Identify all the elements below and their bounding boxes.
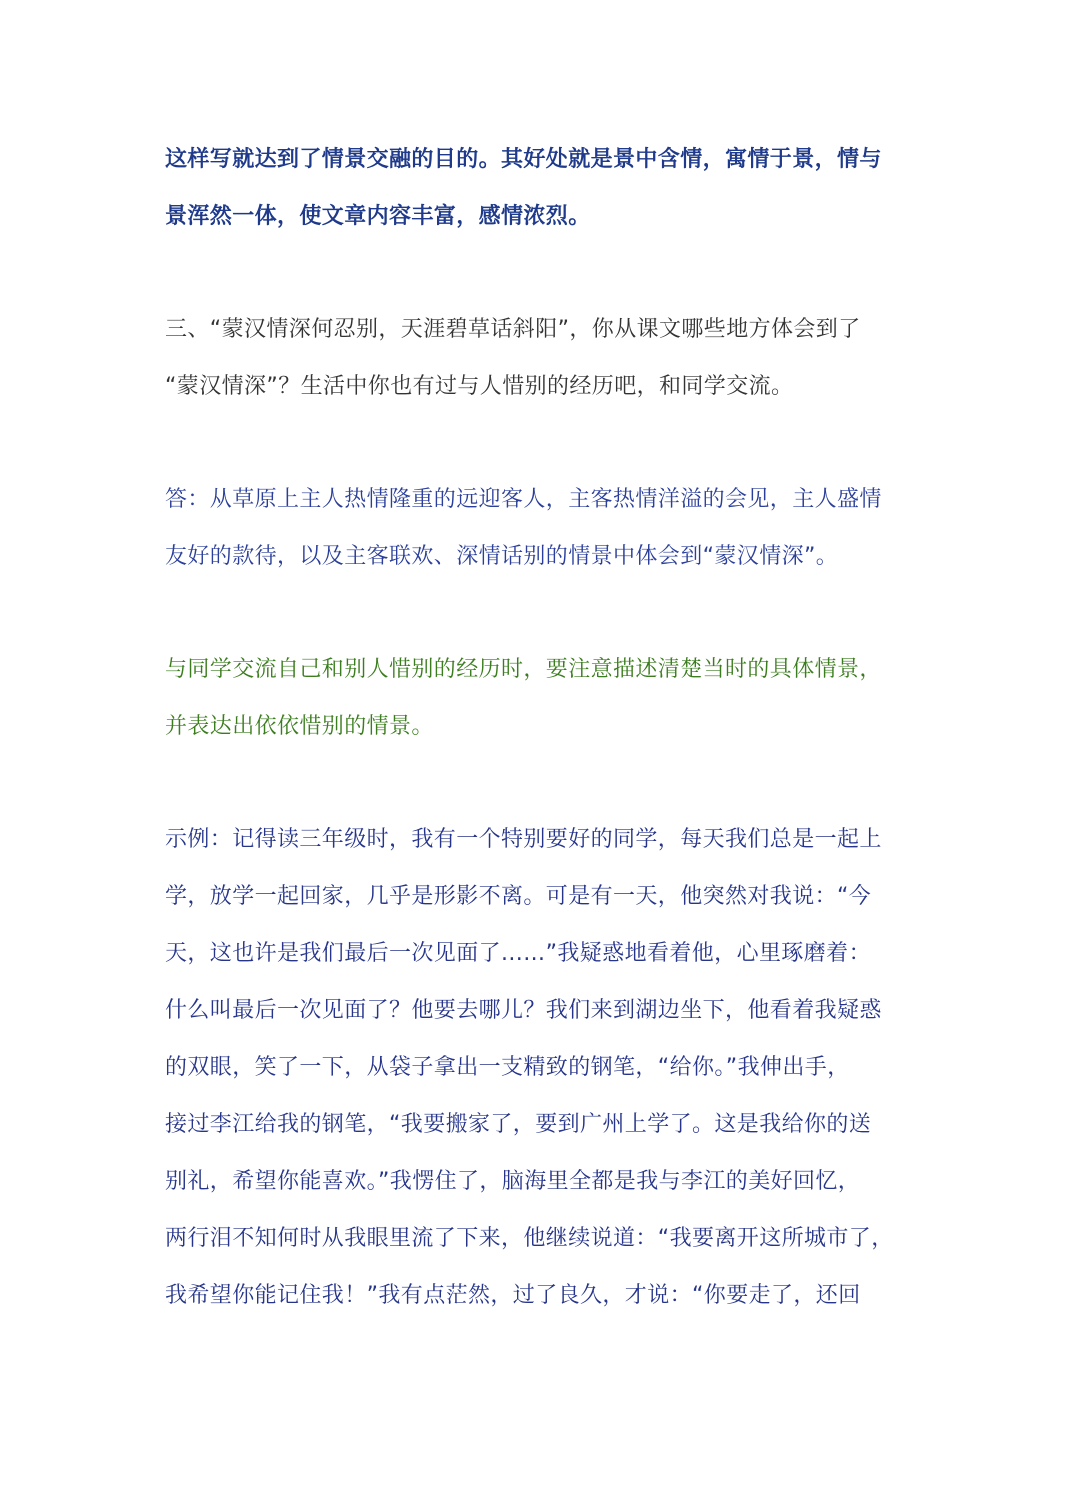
summary-line: 景浑然一体，使文章内容丰富，感情浓烈。 bbox=[165, 204, 591, 229]
tip-line: 并表达出依依惜别的情景。 bbox=[165, 714, 434, 739]
question-line: 三、“蒙汉情深何忍别，天涯碧草话斜阳”，你从课文哪些地方体会到了 bbox=[165, 317, 861, 342]
example-paragraph bbox=[165, 811, 894, 1324]
answer-line: 友好的款待，以及主客联欢、深情话别的情景中体会到“蒙汉情深”。 bbox=[165, 544, 839, 569]
answer-paragraph bbox=[165, 471, 882, 585]
tip-line: 与同学交流自己和别人惜别的经历时，要注意描述清楚当时的具体情景， bbox=[165, 657, 882, 682]
example-line: 什么叫最后一次见面了？他要去哪儿？我们来到湖边坐下，他看着我疑惑 bbox=[165, 998, 882, 1023]
tip-paragraph bbox=[165, 641, 882, 755]
example-line: 接过李江给我的钢笔，“我要搬家了，要到广州上学了。这是我给你的送 bbox=[165, 1112, 872, 1137]
summary-paragraph bbox=[165, 131, 882, 245]
example-line: 别礼，希望你能喜欢。”我愣住了，脑海里全都是我与李江的美好回忆， bbox=[165, 1169, 861, 1194]
example-line: 天，这也许是我们最后一次见面了...…”我疑惑地看着他，心里琢磨着： bbox=[165, 941, 871, 966]
example-line: 学，放学一起回家，几乎是形影不离。可是有一天，他突然对我说：“今 bbox=[165, 884, 872, 909]
summary-line: 这样写就达到了情景交融的目的。其好处就是景中含情，寓情于景，情与 bbox=[165, 147, 882, 172]
example-line: 的双眼，笑了一下，从袋子拿出一支精致的钢笔，“给你。”我伸出手， bbox=[165, 1055, 850, 1080]
answer-line: 答：从草原上主人热情隆重的远迎客人，主客热情洋溢的会见，主人盛情 bbox=[165, 487, 882, 512]
question-line: “蒙汉情深”？生活中你也有过与人惜别的经历吧，和同学交流。 bbox=[165, 374, 794, 399]
example-line: 我希望你能记住我！”我有点茫然，过了良久，才说：“你要走了，还回 bbox=[165, 1283, 861, 1308]
example-line: 示例：记得读三年级时，我有一个特别要好的同学，每天我们总是一起上 bbox=[165, 827, 882, 852]
example-line: 两行泪不知何时从我眼里流了下来，他继续说道：“我要离开这所城市了， bbox=[165, 1226, 894, 1251]
question-paragraph bbox=[165, 301, 861, 415]
